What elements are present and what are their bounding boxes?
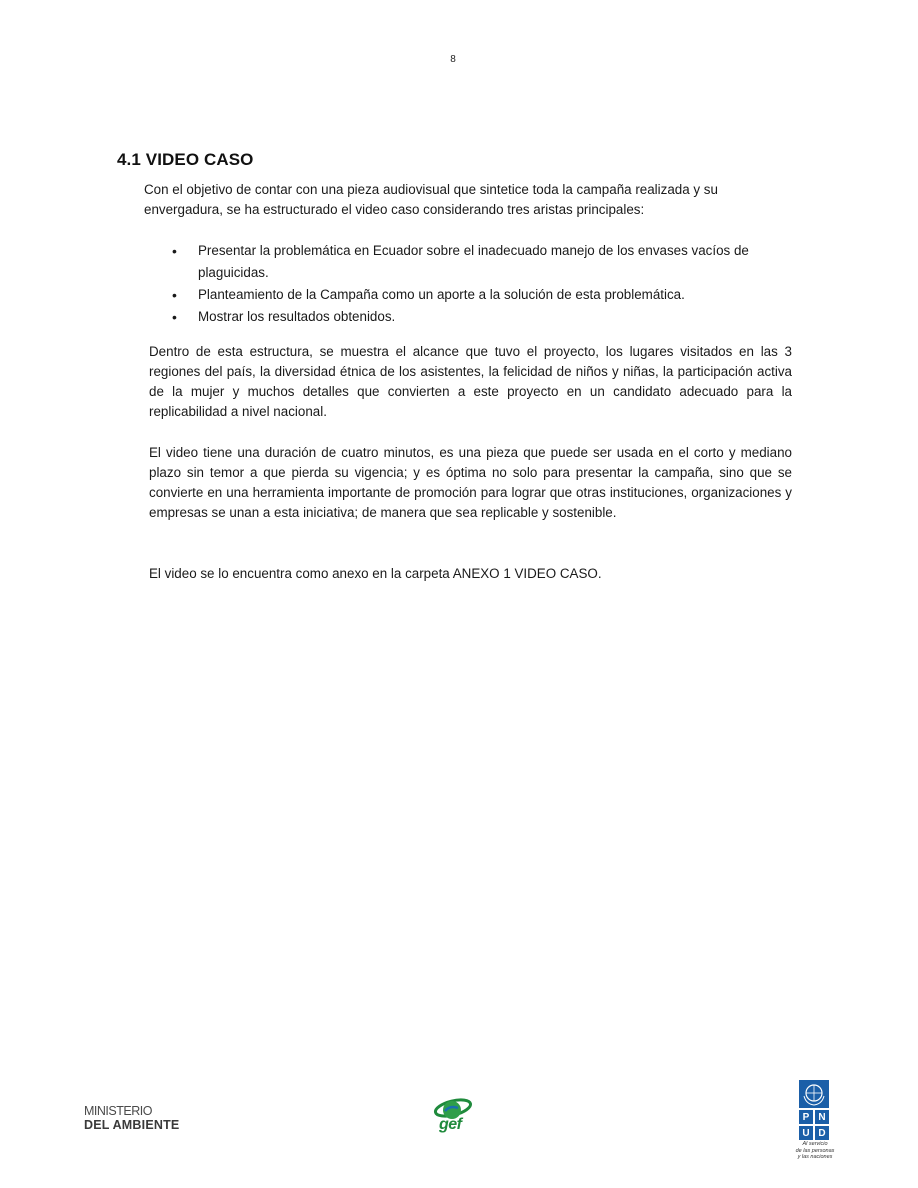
page-number: 8 <box>450 54 456 65</box>
un-emblem-icon <box>799 1080 829 1108</box>
paragraph-duration: El video tiene una duración de cuatro minutos, es una pieza que puede ser usada en el corto y mediano plazo sin temor a que pierda su vigencia; y es óptima no solo para presentar la campaña, sino que se convierte en una herramienta importante de promoción para lograr que otras instituciones, organizaciones y empresas se unan a esta iniciativa; de manera que sea replicable y sostenible. <box>149 445 792 520</box>
ministerio-logo-line1: MINISTERIO <box>84 1104 152 1118</box>
list-item: • Presentar la problemática en Ecuador sobre el inadecuado manejo de los envases vacíos de plaguicidas. <box>172 240 792 284</box>
bullet-icon: • <box>172 287 177 303</box>
ministerio-ambiente-logo <box>84 1104 179 1132</box>
undp-logo <box>799 1080 831 1140</box>
undp-letter: N <box>815 1110 829 1124</box>
undp-letter: D <box>815 1126 829 1140</box>
paragraph-scope: Dentro de esta estructura, se muestra el alcance que tuvo el proyecto, los lugares visitados en las 3 regiones del país, la diversidad étnica de los asistentes, la felicidad de niños y niñas, la participación activa de la mujer y muchos detalles que convierten a este proyecto en un candidato adecuado para la replicabilidad a nivel nacional. <box>149 344 792 419</box>
bullet-icon: • <box>172 243 177 259</box>
undp-letter: U <box>799 1126 813 1140</box>
gef-wordmark: gef <box>439 1116 462 1133</box>
paragraph-annex: El video se lo encuentra como anexo en la carpeta ANEXO 1 VIDEO CASO. <box>149 566 602 581</box>
list-item: • Mostrar los resultados obtenidos. <box>172 306 792 328</box>
ministerio-logo-line2: DEL AMBIENTE <box>84 1118 180 1132</box>
undp-letter: P <box>799 1110 813 1124</box>
section-heading: 4.1 VIDEO CASO <box>117 150 254 169</box>
list-item: • Planteamiento de la Campaña como un aporte a la solución de esta problemática. <box>172 284 792 306</box>
undp-tagline: Al servicio de las personas y las naciones <box>795 1141 835 1160</box>
intro-paragraph: Con el objetivo de contar con una pieza audiovisual que sintetice toda la campaña realizada y su envergadura, se ha estructurado el video caso considerando tres aristas principales: <box>144 182 718 217</box>
gef-logo <box>430 1094 476 1140</box>
bullet-list <box>172 240 792 328</box>
bullet-icon: • <box>172 309 177 325</box>
